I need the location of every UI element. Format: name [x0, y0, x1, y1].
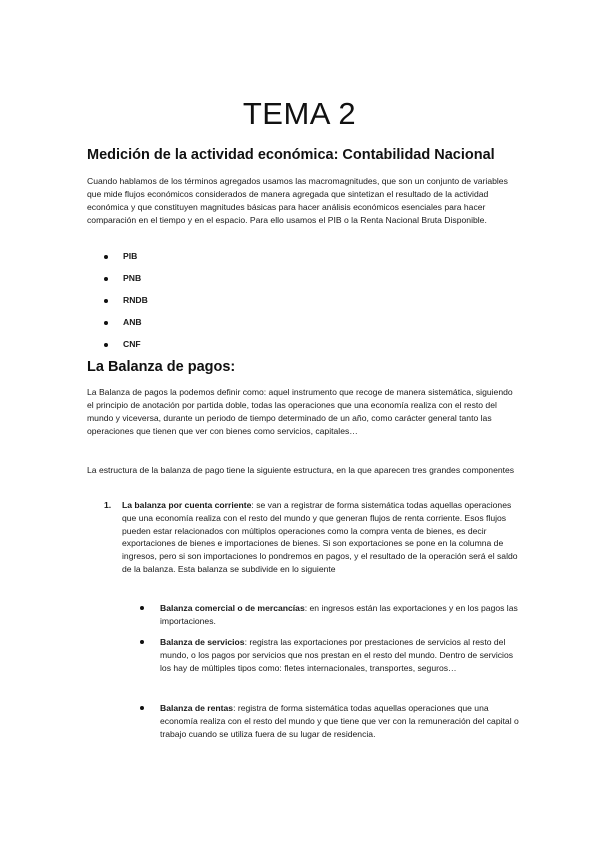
- bullet-icon: [104, 255, 108, 259]
- sub-list-item: [140, 602, 520, 628]
- bullet-icon: [140, 606, 144, 610]
- numbered-item: [104, 499, 524, 576]
- bullet-icon: [104, 343, 108, 347]
- intro-paragraph: Cuando hablamos de los términos agregados usamos las macromagnitudes, que son un conjunto de variables que mide flujos económicos considerados de manera agregada que sintetizan el resultado de la actividad económica y que constituyen magnitudes básicas para hacer análisis económicos esenciales para hacer comparación en el tiempo y en el espacio. Para ello usamos el PIB o la Renta Nacional Bruta Disponible.: [87, 176, 508, 225]
- sub-list-item: [140, 636, 520, 674]
- sub-item-term: Balanza de servicios: [160, 637, 245, 647]
- sub-list-item: [140, 702, 520, 740]
- section-heading-balanza: La Balanza de pagos:: [87, 359, 236, 375]
- bullet-icon: [104, 277, 108, 281]
- bullet-icon: [140, 640, 144, 644]
- item-text: : se van a registrar de forma sistemática todas aquellas operaciones que una economía realiza con el resto del mundo y que generan flujos de renta corriente. Esos flujos pueden estar relacionados con múltiplos operaciones como la compra venta de bienes, es decir exportaciones de bienes e importaciones de bienes. Si son exportaciones se pone en la columna de ingresos, pero si son importaciones lo pondremos en pagos, y el resultado de la operación será el saldo de la balanza. Esta balanza se subdivide en lo siguiente: [122, 500, 518, 574]
- sub-item-text: : registra de forma sistemática todas aquellas operaciones que una economía realiza con el resto del mundo y que tiene que ver con la remuneración del capital o trabajo cuando se utiliza fuera de su lugar de residencia.: [160, 703, 519, 739]
- section-heading-contabilidad: Medición de la actividad económica: Contabilidad Nacional: [87, 147, 495, 163]
- bullet-icon: [140, 706, 144, 710]
- document-page: TEMA 2 Medición de la actividad económica: Contabilidad Nacional Cuando hablamos de los términos agregados usamos las macromagnitudes, que son un conjunto de variables que mide flujos económicos considerados de manera agregada que sintetizan el resultado de la actividad económica y que constituyen magnitudes básicas para hacer análisis económicos esenciales para hacer comparación en el tiempo y en el espacio. Para ello usamos el PIB o la Renta Nacional Bruta Disponible. PIB PNB RNDB ANB CNF La Balanza de pagos: La Balanza de pagos la podemos definir como: aquel instrumento que recoge de manera sistemática, siguiendo el principio de anotación por partida doble, todas las operaciones que una economía realiza con el resto del mundo y viceversa, durante un periodo de tiempo determinado de un año, como carácter general tanto las operaciones que tienen que ver con bienes como servicios, capitales… La estructura de la balanza de pago tiene la siguiente estructura, en la que aparecen tres grandes componentes 1. La balanza por cuenta corriente: se van a registrar de forma sistemática todas aquellas operaciones que una economía realiza con el resto del mundo y que generan flujos de renta corriente. Esos flujos pueden estar relacionados con múltiplos operaciones como la compra venta de bienes, es decir exportaciones de bienes e importaciones de bienes. Si son exportaciones se pone en la columna de ingresos, pero si son importaciones lo pondremos en pagos, y el resultado de la operación será el saldo de la balanza. Esta balanza se subdivide en lo siguiente Balanza comercial o de mercancías: en ingresos están las exportaciones y en los pagos las importaciones. Balanza de servicios: registra las exportaciones por prestaciones de servicios al resto del mundo, o los pagos por servicios que nos prestan en el resto del mundo. Dentro de servicios los hay de múltiples tipos como: fletes internacionales, transportes, seguros… Balanza de rentas: registra de forma sistemática todas aquellas operaciones que una economía realiza con el resto del mundo y que tiene que ver con la remuneración del capital o trabajo cuando se utiliza fuera de su lugar de residencia.: [0, 0, 599, 848]
- bullet-icon: [104, 321, 108, 325]
- balanza-definition-paragraph: La Balanza de pagos la podemos definir como: aquel instrumento que recoge de manera sistemática, siguiendo el principio de anotación por partida doble, todas las operaciones que una economía realiza con el resto del mundo y viceversa, durante un periodo de tiempo determinado de un año, como carácter general tanto las operaciones que tienen que ver con bienes como servicios, capitales…: [87, 387, 513, 436]
- sub-item-term: Balanza de rentas: [160, 703, 234, 713]
- item-term: La balanza por cuenta corriente: [122, 500, 252, 510]
- sub-item-term: Balanza comercial o de mercancías: [160, 603, 305, 613]
- item-number: 1.: [104, 500, 112, 510]
- sub-item-text: : registra las exportaciones por prestaciones de servicios al resto del mundo, o los pagos por servicios que nos prestan en el resto del mundo. Dentro de servicios los hay de múltiples tipos como: fletes internacionales, transportes, seguros…: [160, 637, 514, 673]
- page-title: TEMA 2: [242, 96, 357, 131]
- sub-item-text: : en ingresos están las exportaciones y en los pagos las importaciones.: [160, 603, 518, 626]
- bullet-icon: [104, 299, 108, 303]
- balanza-structure-paragraph: La estructura de la balanza de pago tiene la siguiente estructura, en la que aparecen tres grandes componentes: [87, 465, 515, 475]
